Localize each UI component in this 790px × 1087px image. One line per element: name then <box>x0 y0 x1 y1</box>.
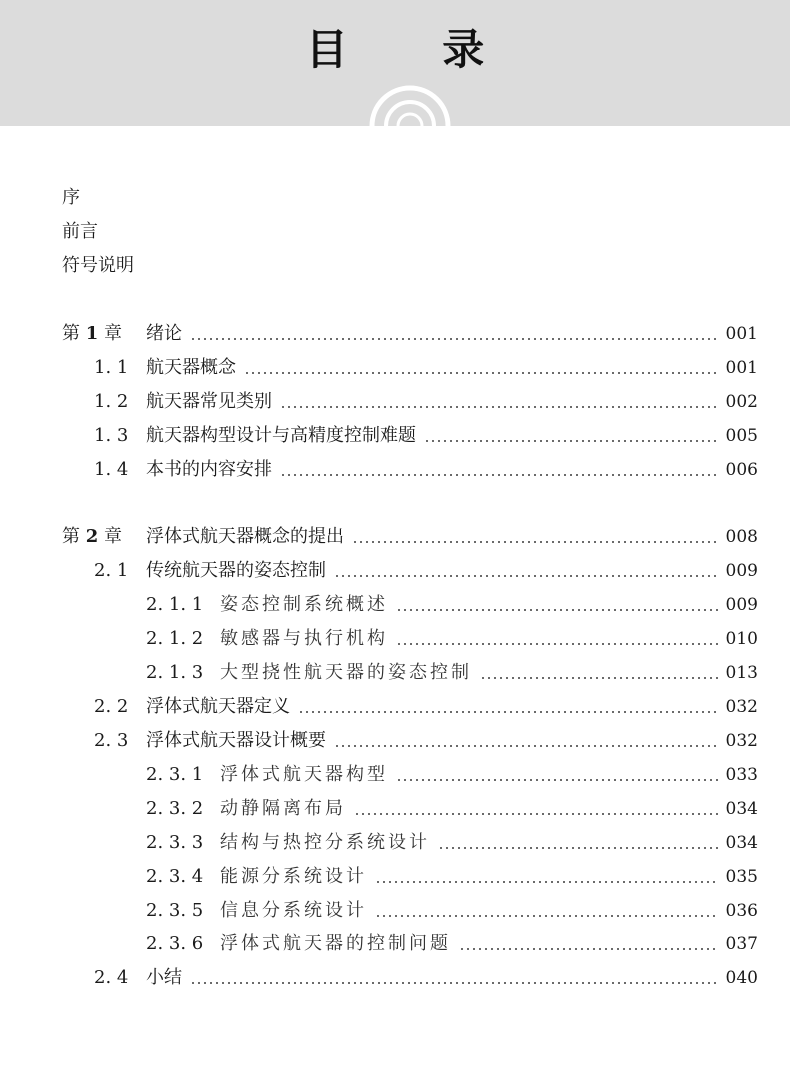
toc-page-number: 005 <box>725 426 758 446</box>
toc-subsection-2-3-6[interactable] <box>146 932 758 956</box>
toc-page-number: 001 <box>725 358 758 378</box>
toc-leader-dots <box>375 915 718 917</box>
toc-subsection-2-3-4[interactable] <box>146 865 758 889</box>
toc-section-number: 1. 1 <box>94 357 129 378</box>
toc-page-number: 032 <box>725 731 758 751</box>
toc-page-number: 034 <box>725 799 758 819</box>
toc-page-number: 035 <box>725 867 758 887</box>
toc-page-number: 001 <box>725 324 758 344</box>
toc-subsection-title: 浮体式航天器构型 <box>220 764 388 785</box>
toc-section-number: 2. 4 <box>94 967 129 988</box>
toc-section-title: 浮体式航天器定义 <box>146 696 290 717</box>
toc-leader-dots <box>334 745 718 747</box>
toc-subsection-number: 2. 1. 1 <box>146 594 204 615</box>
toc-page-number: 010 <box>725 629 758 649</box>
toc-section-1-4[interactable] <box>94 458 758 482</box>
toc-chapter-title: 绪论 <box>146 323 182 344</box>
header-band <box>0 0 790 126</box>
toc-subsection-number: 2. 1. 3 <box>146 662 204 683</box>
toc-section-title: 本书的内容安排 <box>146 459 272 480</box>
toc-chapter-number: 第 1 章 <box>62 323 122 344</box>
toc-leader-dots <box>280 474 718 476</box>
toc-page-number: 013 <box>725 663 758 683</box>
toc-subsection-2-1-2[interactable] <box>146 627 758 651</box>
toc-leader-dots <box>375 881 718 883</box>
toc-page-number: 009 <box>725 595 758 615</box>
toc-section-title: 小结 <box>146 967 182 988</box>
toc-leader-dots <box>424 440 718 442</box>
toc-subsection-title: 大型挠性航天器的姿态控制 <box>220 662 472 683</box>
toc-section-2-1[interactable] <box>94 559 758 583</box>
toc-chapter-1[interactable] <box>62 322 758 346</box>
toc-subsection-2-1-1[interactable] <box>146 593 758 617</box>
toc-section-2-2[interactable] <box>94 695 758 719</box>
toc-leader-dots <box>396 643 718 645</box>
toc-subsection-title: 敏感器与执行机构 <box>220 628 388 649</box>
toc-subsection-title: 信息分系统设计 <box>220 900 367 921</box>
circle-ornament-icon <box>365 84 455 126</box>
toc-subsection-title: 动静隔离布局 <box>220 798 346 819</box>
toc-subsection-number: 2. 1. 2 <box>146 628 204 649</box>
toc-section-1-3[interactable] <box>94 424 758 448</box>
toc-page-number: 002 <box>725 392 758 412</box>
toc-section-title: 传统航天器的姿态控制 <box>146 560 326 581</box>
toc-section-2-4[interactable] <box>94 966 758 990</box>
toc-section-number: 1. 4 <box>94 459 129 480</box>
toc-leader-dots <box>396 779 718 781</box>
toc-subsection-number: 2. 3. 3 <box>146 832 204 853</box>
toc-leader-dots <box>396 609 718 611</box>
toc-page-number: 009 <box>725 561 758 581</box>
toc-section-number: 2. 2 <box>94 696 129 717</box>
front-matter-symbols[interactable]: 符号说明 <box>62 255 134 276</box>
toc-subsection-number: 2. 3. 4 <box>146 866 204 887</box>
toc-page-number: 008 <box>725 527 758 547</box>
toc-leader-dots <box>352 541 718 543</box>
toc-section-number: 1. 2 <box>94 391 129 412</box>
toc-page-number: 033 <box>725 765 758 785</box>
toc-subsection-number: 2. 3. 2 <box>146 798 204 819</box>
toc-leader-dots <box>354 813 718 815</box>
toc-chapter-title: 浮体式航天器概念的提出 <box>146 526 344 547</box>
toc-subsection-title: 结构与热控分系统设计 <box>220 832 430 853</box>
toc-page-number: 037 <box>725 934 758 954</box>
toc-chapter-number: 第 2 章 <box>62 526 122 547</box>
toc-section-title: 航天器构型设计与高精度控制难题 <box>146 425 416 446</box>
toc-section-title: 浮体式航天器设计概要 <box>146 730 326 751</box>
toc-subsection-title: 浮体式航天器的控制问题 <box>220 933 451 954</box>
toc-leader-dots <box>334 575 718 577</box>
toc-subsection-number: 2. 3. 5 <box>146 900 204 921</box>
toc-leader-dots <box>190 982 718 984</box>
toc-section-number: 2. 3 <box>94 730 129 751</box>
toc-page-number: 034 <box>725 833 758 853</box>
toc-section-title: 航天器常见类别 <box>146 391 272 412</box>
front-matter-preface[interactable]: 序 <box>62 187 80 208</box>
toc-page-number: 006 <box>725 460 758 480</box>
toc-subsection-2-3-5[interactable] <box>146 899 758 923</box>
toc-leader-dots <box>480 677 718 679</box>
front-matter-foreword[interactable]: 前言 <box>62 221 98 242</box>
toc-page-number: 040 <box>725 968 758 988</box>
toc-page-number: 036 <box>725 901 758 921</box>
toc-leader-dots <box>280 406 718 408</box>
toc-subsection-2-3-2[interactable] <box>146 797 758 821</box>
toc-leader-dots <box>190 338 718 340</box>
toc-leader-dots <box>438 847 718 849</box>
toc-page-number: 032 <box>725 697 758 717</box>
toc-subsection-2-1-3[interactable] <box>146 661 758 685</box>
toc-leader-dots <box>298 711 718 713</box>
toc-chapter-2[interactable] <box>62 525 758 549</box>
toc-subsection-title: 能源分系统设计 <box>220 866 367 887</box>
toc-section-1-1[interactable] <box>94 356 758 380</box>
toc-subsection-2-3-3[interactable] <box>146 831 758 855</box>
toc-subsection-title: 姿态控制系统概述 <box>220 594 388 615</box>
toc-subsection-2-3-1[interactable] <box>146 763 758 787</box>
toc-section-title: 航天器概念 <box>146 357 236 378</box>
toc-leader-dots <box>244 372 718 374</box>
page-title: 目 录 <box>305 25 525 74</box>
toc-subsection-number: 2. 3. 1 <box>146 764 204 785</box>
toc-section-2-3[interactable] <box>94 729 758 753</box>
toc-section-number: 1. 3 <box>94 425 129 446</box>
toc-leader-dots <box>459 948 718 950</box>
toc-section-number: 2. 1 <box>94 560 129 581</box>
toc-subsection-number: 2. 3. 6 <box>146 933 204 954</box>
toc-section-1-2[interactable] <box>94 390 758 414</box>
